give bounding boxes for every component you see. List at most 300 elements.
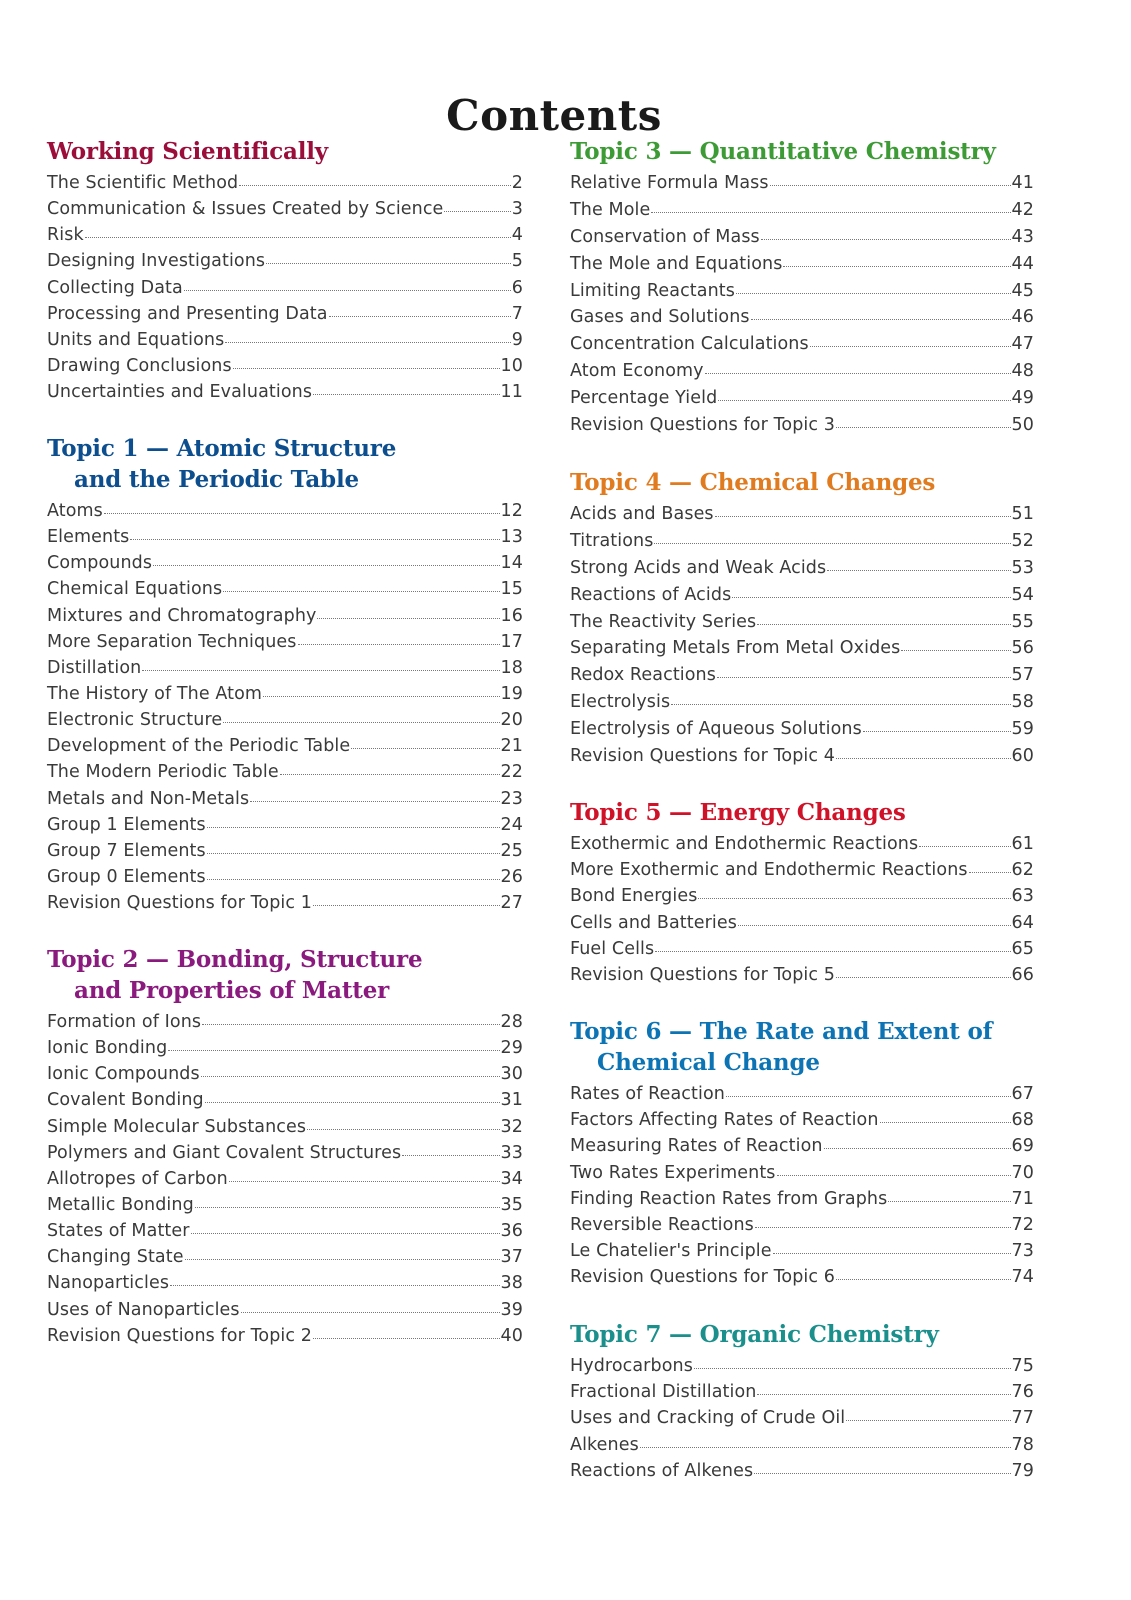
toc-entry[interactable]: [47, 550, 523, 576]
toc-entry[interactable]: [570, 857, 1034, 883]
toc-entry[interactable]: [570, 170, 1034, 197]
entry-title: The Mole: [570, 199, 651, 220]
entry-title: More Exothermic and Endothermic Reactions: [570, 860, 968, 881]
page-number: 7: [511, 303, 523, 324]
toc-entry[interactable]: [47, 1297, 523, 1323]
toc-entry[interactable]: [47, 707, 523, 733]
toc-entry[interactable]: [570, 582, 1034, 609]
entry-title: Atoms: [47, 501, 103, 521]
page-number: 3: [511, 199, 523, 220]
toc-entry[interactable]: [47, 655, 523, 681]
section-topic-7: [570, 1319, 1034, 1484]
page-number: 20: [500, 710, 523, 731]
toc-entry[interactable]: [47, 890, 523, 916]
toc-entry[interactable]: [47, 170, 523, 196]
dot-leader: [266, 262, 511, 264]
section-working-scientifically: [47, 136, 523, 405]
dot-leader: [313, 1337, 500, 1339]
dot-leader: [773, 1252, 1011, 1254]
page-number: 45: [1011, 280, 1034, 301]
entry-title: Units and Equations: [47, 329, 225, 350]
toc-entry[interactable]: [47, 759, 523, 785]
entry-title: Chemical Equations: [47, 579, 223, 600]
entry-list: [47, 170, 523, 405]
dot-leader: [726, 1095, 1011, 1097]
dot-leader: [738, 924, 1011, 926]
entry-title: Elements: [47, 527, 130, 548]
page-number: 65: [1011, 938, 1034, 959]
toc-entry[interactable]: [47, 1270, 523, 1296]
page-number: 70: [1011, 1162, 1034, 1183]
toc-entry[interactable]: [570, 962, 1034, 988]
dot-leader: [207, 852, 500, 854]
entry-title: Ionic Compounds: [47, 1064, 200, 1085]
dot-leader: [783, 265, 1010, 267]
entry-title: States of Matter: [47, 1221, 190, 1242]
page-number: 51: [1011, 504, 1034, 524]
dot-leader: [717, 676, 1011, 678]
entry-title: Allotropes of Carbon: [47, 1168, 228, 1189]
page-number: 2: [511, 173, 523, 193]
page-number: 22: [500, 762, 523, 783]
dot-leader: [229, 1180, 500, 1182]
entry-title: Reactions of Acids: [570, 584, 732, 605]
page-number: 71: [1011, 1188, 1034, 1209]
toc-entry[interactable]: [570, 689, 1034, 716]
entry-title: The History of The Atom: [47, 683, 263, 704]
dot-leader: [836, 976, 1011, 978]
entry-title: Finding Reaction Rates from Graphs: [570, 1188, 888, 1209]
page-number: 21: [500, 736, 523, 757]
dot-leader: [654, 542, 1010, 544]
toc-entry[interactable]: [570, 910, 1034, 936]
page-number: 62: [1011, 860, 1034, 881]
toc-entry[interactable]: [47, 353, 523, 379]
page-number: 79: [1011, 1460, 1034, 1481]
section-heading: Topic 7 — Organic Chemistry: [570, 1321, 939, 1348]
entry-title: Communication & Issues Created by Science: [47, 199, 444, 220]
entry-title: Atom Economy: [570, 361, 704, 382]
section-heading: Topic 4 — Chemical Changes: [570, 469, 936, 496]
toc-entry[interactable]: [47, 301, 523, 327]
page-number: 63: [1011, 886, 1034, 907]
dot-leader: [202, 1023, 499, 1025]
dot-leader: [755, 1226, 1011, 1228]
dot-leader: [655, 950, 1010, 952]
entry-title: Distillation: [47, 657, 142, 678]
page-number: 57: [1011, 665, 1034, 686]
entry-title: Revision Questions for Topic 6: [570, 1267, 835, 1288]
dot-leader: [250, 800, 499, 802]
page-number: 11: [500, 382, 523, 403]
page-number: 17: [500, 631, 523, 652]
toc-entry[interactable]: [47, 196, 523, 222]
toc-entry[interactable]: [47, 222, 523, 248]
toc-entry[interactable]: [47, 1166, 523, 1192]
dot-leader: [307, 1128, 499, 1130]
toc-entry[interactable]: [47, 603, 523, 629]
section-topic-2: [47, 944, 523, 1349]
toc-entry[interactable]: [47, 1114, 523, 1140]
dot-leader: [313, 393, 499, 395]
page-number: 78: [1011, 1434, 1034, 1455]
page-number: 61: [1011, 834, 1034, 854]
section-heading: [47, 944, 523, 1006]
page-number: 49: [1011, 388, 1034, 409]
toc-entry[interactable]: [570, 1133, 1034, 1159]
dot-leader: [836, 426, 1011, 428]
section-heading: [47, 433, 523, 495]
toc-entry[interactable]: [47, 864, 523, 890]
entry-title: Uses and Cracking of Crude Oil: [570, 1408, 846, 1429]
dot-leader: [901, 649, 1010, 651]
toc-entry[interactable]: [570, 278, 1034, 305]
entry-title: The Mole and Equations: [570, 253, 783, 274]
toc-entry[interactable]: [47, 275, 523, 301]
dot-leader: [888, 1200, 1010, 1202]
toc-entry[interactable]: [570, 528, 1034, 555]
dot-leader: [671, 703, 1010, 705]
page-number: 34: [500, 1168, 523, 1189]
entry-list: [570, 501, 1034, 770]
dot-leader: [402, 1154, 499, 1156]
dot-leader: [777, 1174, 1011, 1176]
page-number: 5: [511, 251, 523, 272]
page-number: 69: [1011, 1136, 1034, 1157]
page-number: 29: [500, 1038, 523, 1059]
toc-entry[interactable]: [47, 838, 523, 864]
toc-entry[interactable]: [570, 197, 1034, 224]
dot-leader: [85, 236, 511, 238]
entry-title: Percentage Yield: [570, 388, 718, 409]
dot-leader: [207, 826, 500, 828]
toc-entry[interactable]: [47, 681, 523, 707]
toc-entry[interactable]: [570, 1212, 1034, 1238]
toc-entry[interactable]: [570, 224, 1034, 251]
dot-leader: [919, 845, 1010, 847]
toc-entry[interactable]: [570, 1458, 1034, 1484]
entry-title: Nanoparticles: [47, 1273, 170, 1294]
toc-entry[interactable]: [47, 629, 523, 655]
entry-title: Cells and Batteries: [570, 912, 737, 933]
entry-list: [47, 498, 523, 916]
entry-title: Strong Acids and Weak Acids: [570, 557, 827, 578]
dot-leader: [317, 617, 499, 619]
dot-leader: [718, 399, 1010, 401]
page-number: 76: [1011, 1382, 1034, 1403]
entry-title: Concentration Calculations: [570, 334, 809, 355]
dot-leader: [810, 345, 1011, 347]
entry-title: Group 1 Elements: [47, 814, 206, 835]
dot-leader: [142, 669, 499, 671]
entry-title: Revision Questions for Topic 4: [570, 746, 835, 767]
dot-leader: [640, 1446, 1011, 1448]
dot-leader: [104, 512, 500, 514]
page-number: 42: [1011, 199, 1034, 220]
section-topic-5: [570, 797, 1034, 988]
toc-entry[interactable]: [47, 733, 523, 759]
entry-title: Ionic Bonding: [47, 1038, 168, 1059]
entry-title: Risk: [47, 225, 84, 246]
toc-entry[interactable]: [47, 812, 523, 838]
dot-leader: [351, 747, 499, 749]
dot-leader: [732, 596, 1010, 598]
section-heading: Topic 5 — Energy Changes: [570, 799, 906, 826]
toc-entry[interactable]: [47, 379, 523, 405]
toc-entry[interactable]: [47, 1087, 523, 1113]
toc-entry[interactable]: [47, 1035, 523, 1061]
page-number: 25: [500, 840, 523, 861]
entry-title: Hydrocarbons: [570, 1356, 693, 1376]
entry-title: Le Chatelier's Principle: [570, 1241, 772, 1262]
page-number: 35: [500, 1194, 523, 1215]
entry-title: Group 0 Elements: [47, 866, 206, 887]
page-number: 31: [500, 1090, 523, 1111]
page-number: 52: [1011, 530, 1034, 551]
toc-entry[interactable]: [570, 936, 1034, 962]
entry-title: The Scientific Method: [47, 173, 239, 193]
heading-line-2: and Properties of Matter: [74, 977, 390, 1004]
toc-entry[interactable]: [570, 1107, 1034, 1133]
dot-leader: [168, 1049, 499, 1051]
entry-title: Mixtures and Chromatography: [47, 605, 317, 626]
heading-line-1: Topic 2 — Bonding, Structure: [47, 946, 423, 973]
entry-title: Titrations: [570, 530, 654, 551]
toc-entry[interactable]: [570, 555, 1034, 582]
page-number: 60: [1011, 746, 1034, 767]
toc-entry[interactable]: [570, 662, 1034, 689]
page-number: 74: [1011, 1267, 1034, 1288]
page-number: 55: [1011, 611, 1034, 632]
dot-leader: [329, 315, 511, 317]
entry-title: Gases and Solutions: [570, 307, 750, 328]
entry-title: Revision Questions for Topic 2: [47, 1325, 312, 1346]
toc-entry[interactable]: [47, 1140, 523, 1166]
section-topic-4: [570, 467, 1034, 770]
toc-entry[interactable]: [570, 609, 1034, 636]
entry-title: Changing State: [47, 1247, 184, 1268]
page-number: 36: [500, 1221, 523, 1242]
toc-entry[interactable]: [570, 1432, 1034, 1458]
toc-entry[interactable]: [570, 1238, 1034, 1264]
heading-line-2: Chemical Change: [597, 1049, 820, 1076]
entry-title: Exothermic and Endothermic Reactions: [570, 834, 919, 854]
dot-leader: [770, 184, 1011, 186]
page-number: 44: [1011, 253, 1034, 274]
dot-leader: [736, 292, 1011, 294]
toc-entry[interactable]: [570, 1081, 1034, 1107]
toc-entry[interactable]: [570, 1379, 1034, 1405]
entry-title: Two Rates Experiments: [570, 1162, 776, 1183]
page-number: 32: [500, 1116, 523, 1137]
page-number: 41: [1011, 173, 1034, 193]
page-number: 14: [500, 553, 523, 574]
entry-title: Reactions of Alkenes: [570, 1460, 754, 1481]
entry-title: Reversible Reactions: [570, 1214, 754, 1235]
entry-title: Metals and Non-Metals: [47, 788, 250, 809]
entry-title: Group 7 Elements: [47, 840, 206, 861]
dot-leader: [195, 1206, 500, 1208]
entry-title: Compounds: [47, 553, 153, 574]
dot-leader: [170, 1284, 500, 1286]
dot-leader: [130, 538, 499, 540]
toc-entry[interactable]: [47, 498, 523, 524]
entry-list: [570, 831, 1034, 988]
page-number: 26: [500, 866, 523, 887]
page-number: 59: [1011, 719, 1034, 740]
page-number: 56: [1011, 638, 1034, 659]
dot-leader: [754, 1472, 1010, 1474]
dot-leader: [444, 210, 510, 212]
dot-leader: [757, 623, 1010, 625]
toc-entry[interactable]: [570, 385, 1034, 412]
entry-title: Revision Questions for Topic 3: [570, 415, 835, 436]
page-number: 33: [500, 1142, 523, 1163]
dot-leader: [761, 238, 1011, 240]
toc-entry[interactable]: [570, 743, 1034, 770]
toc-entry[interactable]: [570, 251, 1034, 278]
page-number: 50: [1011, 415, 1034, 436]
entry-title: Electronic Structure: [47, 710, 223, 731]
page-number: 37: [500, 1247, 523, 1268]
dot-leader: [280, 773, 500, 775]
page-number: 16: [500, 605, 523, 626]
dot-leader: [223, 721, 499, 723]
entry-title: Drawing Conclusions: [47, 355, 232, 376]
page-number: 53: [1011, 557, 1034, 578]
section-heading: [570, 1016, 1034, 1078]
toc-entry[interactable]: [570, 331, 1034, 358]
page-number: 67: [1011, 1084, 1034, 1104]
page-number: 73: [1011, 1241, 1034, 1262]
dot-leader: [207, 878, 500, 880]
toc-entry[interactable]: [47, 1244, 523, 1270]
entry-title: Development of the Periodic Table: [47, 736, 351, 757]
entry-title: Designing Investigations: [47, 251, 266, 272]
dot-leader: [694, 1367, 1011, 1369]
toc-entry[interactable]: [47, 327, 523, 353]
entry-title: Bond Energies: [570, 886, 698, 907]
entry-title: The Reactivity Series: [570, 611, 757, 632]
page-number: 66: [1011, 964, 1034, 985]
toc-entry[interactable]: [570, 635, 1034, 662]
dot-leader: [751, 318, 1011, 320]
toc-entry[interactable]: [570, 412, 1034, 439]
toc-entry[interactable]: [47, 248, 523, 274]
page-number: 72: [1011, 1214, 1034, 1235]
heading-line-1: Topic 1 — Atomic Structure: [47, 435, 397, 462]
toc-entry[interactable]: [47, 1009, 523, 1035]
toc-entry[interactable]: [570, 1160, 1034, 1186]
entry-title: Revision Questions for Topic 5: [570, 964, 835, 985]
dot-leader: [827, 569, 1010, 571]
toc-entry[interactable]: [570, 501, 1034, 528]
dot-leader: [239, 184, 511, 186]
entry-list: [570, 1081, 1034, 1291]
page-number: 68: [1011, 1110, 1034, 1131]
dot-leader: [969, 871, 1011, 873]
dot-leader: [263, 695, 499, 697]
entry-title: Separating Metals From Metal Oxides: [570, 638, 901, 659]
toc-entry[interactable]: [570, 1405, 1034, 1431]
dot-leader: [846, 1419, 1010, 1421]
toc-entry[interactable]: [47, 576, 523, 602]
dot-leader: [824, 1147, 1011, 1149]
entry-list: [570, 1353, 1034, 1484]
entry-title: Revision Questions for Topic 1: [47, 893, 312, 914]
entry-title: Metallic Bonding: [47, 1194, 194, 1215]
page-number: 58: [1011, 692, 1034, 713]
page-number: 75: [1011, 1356, 1034, 1376]
entry-title: Factors Affecting Rates of Reaction: [570, 1110, 879, 1131]
dot-leader: [184, 289, 511, 291]
page-number: 12: [500, 501, 523, 521]
toc-entry[interactable]: [570, 1353, 1034, 1379]
page-number: 40: [500, 1325, 523, 1346]
dot-leader: [757, 1393, 1010, 1395]
toc-entry[interactable]: [570, 1186, 1034, 1212]
page-number: 38: [500, 1273, 523, 1294]
toc-entry[interactable]: [47, 786, 523, 812]
section-topic-3: [570, 136, 1034, 439]
section-topic-1: [47, 433, 523, 916]
page-number: 19: [500, 683, 523, 704]
dot-leader: [715, 515, 1011, 517]
toc-entry[interactable]: [570, 831, 1034, 857]
page-number: 46: [1011, 307, 1034, 328]
toc-entry[interactable]: [570, 716, 1034, 743]
entry-title: The Modern Periodic Table: [47, 762, 279, 783]
toc-entry[interactable]: [47, 1218, 523, 1244]
dot-leader: [205, 1101, 500, 1103]
toc-entry[interactable]: [47, 1061, 523, 1087]
entry-title: Limiting Reactants: [570, 280, 735, 301]
entry-title: Rates of Reaction: [570, 1084, 725, 1104]
page-number: 47: [1011, 334, 1034, 355]
toc-entry[interactable]: [570, 883, 1034, 909]
page-title: Contents: [446, 91, 662, 141]
toc-entry[interactable]: [570, 304, 1034, 331]
toc-entry[interactable]: [570, 358, 1034, 385]
page-number: 9: [511, 329, 523, 350]
page-number: 39: [500, 1299, 523, 1320]
page-number: 28: [500, 1012, 523, 1032]
entry-title: Relative Formula Mass: [570, 173, 769, 193]
toc-entry[interactable]: [570, 1264, 1034, 1290]
dot-leader: [225, 341, 510, 343]
toc-entry[interactable]: [47, 1192, 523, 1218]
dot-leader: [313, 904, 500, 906]
entry-title: Fractional Distillation: [570, 1382, 757, 1403]
dot-leader: [223, 590, 499, 592]
dot-leader: [880, 1121, 1011, 1123]
section-topic-6: [570, 1016, 1034, 1291]
entry-title: Simple Molecular Substances: [47, 1116, 307, 1137]
page-number: 48: [1011, 361, 1034, 382]
heading-line-2: and the Periodic Table: [74, 466, 359, 493]
toc-entry[interactable]: [47, 524, 523, 550]
page-number: 30: [500, 1064, 523, 1085]
toc-entry[interactable]: [47, 1323, 523, 1349]
entry-title: Covalent Bonding: [47, 1090, 204, 1111]
section-heading: Working Scientifically: [47, 138, 328, 165]
entry-title: Fuel Cells: [570, 938, 655, 959]
page-number: 64: [1011, 912, 1034, 933]
entry-title: Collecting Data: [47, 277, 183, 298]
dot-leader: [698, 897, 1010, 899]
entry-title: Redox Reactions: [570, 665, 716, 686]
page-number: 27: [500, 893, 523, 914]
